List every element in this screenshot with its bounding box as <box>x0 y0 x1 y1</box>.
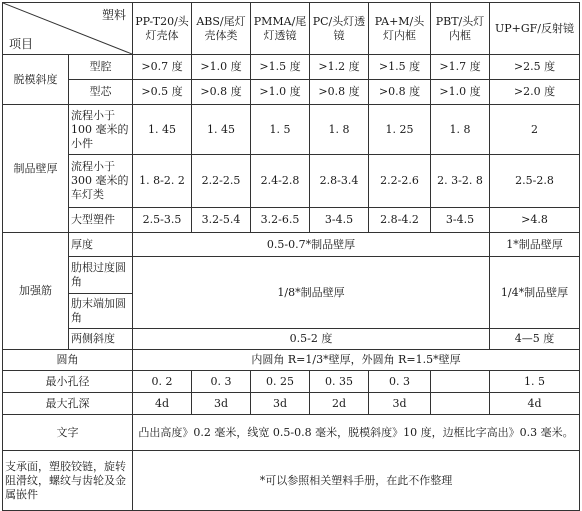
cell: >0.8 度 <box>192 80 251 105</box>
rib-thickness-up-value: 1*制品壁厚 <box>490 233 580 257</box>
rib-side-up-value: 4—5 度 <box>490 329 580 350</box>
rib-side-value: 0.5-2 度 <box>133 329 490 350</box>
cell: 3.2-5.4 <box>192 208 251 233</box>
wall-label: 制品壁厚 <box>3 105 69 233</box>
cell: 3-4.5 <box>431 208 490 233</box>
cell: 0. 2 <box>133 371 192 393</box>
cell <box>431 371 490 393</box>
cell: 2.8-3.4 <box>310 155 369 208</box>
rib-thickness-row <box>3 233 580 257</box>
rib-side-label: 两侧斜度 <box>69 329 133 350</box>
cell: >1.0 度 <box>431 80 490 105</box>
cell: >2.0 度 <box>490 80 580 105</box>
cell: >1.0 度 <box>251 80 310 105</box>
misc-label: 支承面，塑胶铰链，旋转阻滑纹，螺纹与齿轮及金属嵌件 <box>3 451 133 511</box>
wall-large-row <box>3 208 580 233</box>
rib-thickness-value: 0.5-0.7*制品壁厚 <box>133 233 490 257</box>
cell: 1. 5 <box>490 371 580 393</box>
rib-end-label: 肋末端加圆角 <box>69 294 133 329</box>
corner-top-label: 塑料 <box>101 8 126 22</box>
wall-lamp-row <box>3 155 580 208</box>
cell: >1.5 度 <box>251 55 310 80</box>
cell: >0.8 度 <box>310 80 369 105</box>
cell: 2.4-2.8 <box>251 155 310 208</box>
cell: >1.7 度 <box>431 55 490 80</box>
cell: >1.2 度 <box>310 55 369 80</box>
rib-root-row <box>3 257 580 294</box>
cell: 2. 3-2. 8 <box>431 155 490 208</box>
max-depth-label: 最大孔深 <box>3 393 133 415</box>
cell: >2.5 度 <box>490 55 580 80</box>
cell: >4.8 <box>490 208 580 233</box>
rib-root-label: 肋根过度圆角 <box>69 257 133 294</box>
fillet-label: 圆角 <box>3 350 133 371</box>
wall-large-label: 大型塑件 <box>69 208 133 233</box>
cell: >0.8 度 <box>369 80 431 105</box>
cell: 2.5-2.8 <box>490 155 580 208</box>
text-row <box>3 415 580 451</box>
draft-core-row <box>3 80 580 105</box>
cell: 2.2-2.6 <box>369 155 431 208</box>
rib-label: 加强筋 <box>3 233 69 350</box>
cell: 1. 5 <box>251 105 310 155</box>
cell: 1. 8 <box>310 105 369 155</box>
fillet-row <box>3 350 580 371</box>
cell: 3d <box>192 393 251 415</box>
cell: 2d <box>310 393 369 415</box>
text-label: 文字 <box>3 415 133 451</box>
draft-cavity-row <box>3 55 580 80</box>
cell: 0. 3 <box>192 371 251 393</box>
rib-side-row <box>3 329 580 350</box>
rib-fillet-up-value: 1/4*制品壁厚 <box>490 257 580 329</box>
wall-lamp-label: 流程小于300 毫米的车灯类 <box>69 155 133 208</box>
cell: 0. 25 <box>251 371 310 393</box>
material-header: UP+GF/反射镜 <box>490 3 580 55</box>
material-header: PA+M/头灯内框 <box>369 3 431 55</box>
wall-small-label: 流程小于100 毫米的小件 <box>69 105 133 155</box>
cell: 2.8-4.2 <box>369 208 431 233</box>
cell: 4d <box>490 393 580 415</box>
cavity-label: 型腔 <box>69 55 133 80</box>
cell: 1. 25 <box>369 105 431 155</box>
max-depth-row <box>3 393 580 415</box>
material-header: PC/头灯透镜 <box>310 3 369 55</box>
cell: >0.5 度 <box>133 80 192 105</box>
draft-label: 脱模斜度 <box>3 55 69 105</box>
cell: >1.5 度 <box>369 55 431 80</box>
corner-bottom-label: 项目 <box>9 37 34 51</box>
rib-thickness-label: 厚度 <box>69 233 133 257</box>
min-hole-row <box>3 371 580 393</box>
cell: 3.2-6.5 <box>251 208 310 233</box>
cell: 1. 45 <box>133 105 192 155</box>
core-label: 型芯 <box>69 80 133 105</box>
fillet-value: 内圆角 R=1/3*壁厚，外圆角 R=1.5*壁厚 <box>133 350 580 371</box>
cell: 2.5-3.5 <box>133 208 192 233</box>
cell: 3d <box>369 393 431 415</box>
cell: 4d <box>133 393 192 415</box>
material-header: PMMA/尾灯透镜 <box>251 3 310 55</box>
cell: 3d <box>251 393 310 415</box>
material-header: PP-T20/头灯壳体 <box>133 3 192 55</box>
min-hole-label: 最小孔径 <box>3 371 133 393</box>
cell <box>431 393 490 415</box>
material-header: PBT/头灯内框 <box>431 3 490 55</box>
misc-row <box>3 451 580 511</box>
rib-fillet-value: 1/8*制品壁厚 <box>133 257 490 329</box>
cell: 1. 8 <box>431 105 490 155</box>
misc-value: *可以参照相关塑料手册，在此不作整理 <box>133 451 580 511</box>
cell: 2 <box>490 105 580 155</box>
cell: 0. 35 <box>310 371 369 393</box>
material-header: ABS/尾灯壳体类 <box>192 3 251 55</box>
header-row <box>3 3 580 55</box>
cell: 2.2-2.5 <box>192 155 251 208</box>
cell: 3-4.5 <box>310 208 369 233</box>
text-value: 凸出高度》0.2 毫米，线宽 0.5-0.8 毫米，脱模斜度》10 度，边框比字高出》0.3 毫米。 <box>133 415 580 451</box>
cell: 1. 45 <box>192 105 251 155</box>
cell: >0.7 度 <box>133 55 192 80</box>
header-corner-cell <box>3 3 133 55</box>
wall-small-row <box>3 105 580 155</box>
cell: >1.0 度 <box>192 55 251 80</box>
cell: 0. 3 <box>369 371 431 393</box>
cell: 1. 8-2. 2 <box>133 155 192 208</box>
plastic-design-spec-table <box>2 2 580 511</box>
